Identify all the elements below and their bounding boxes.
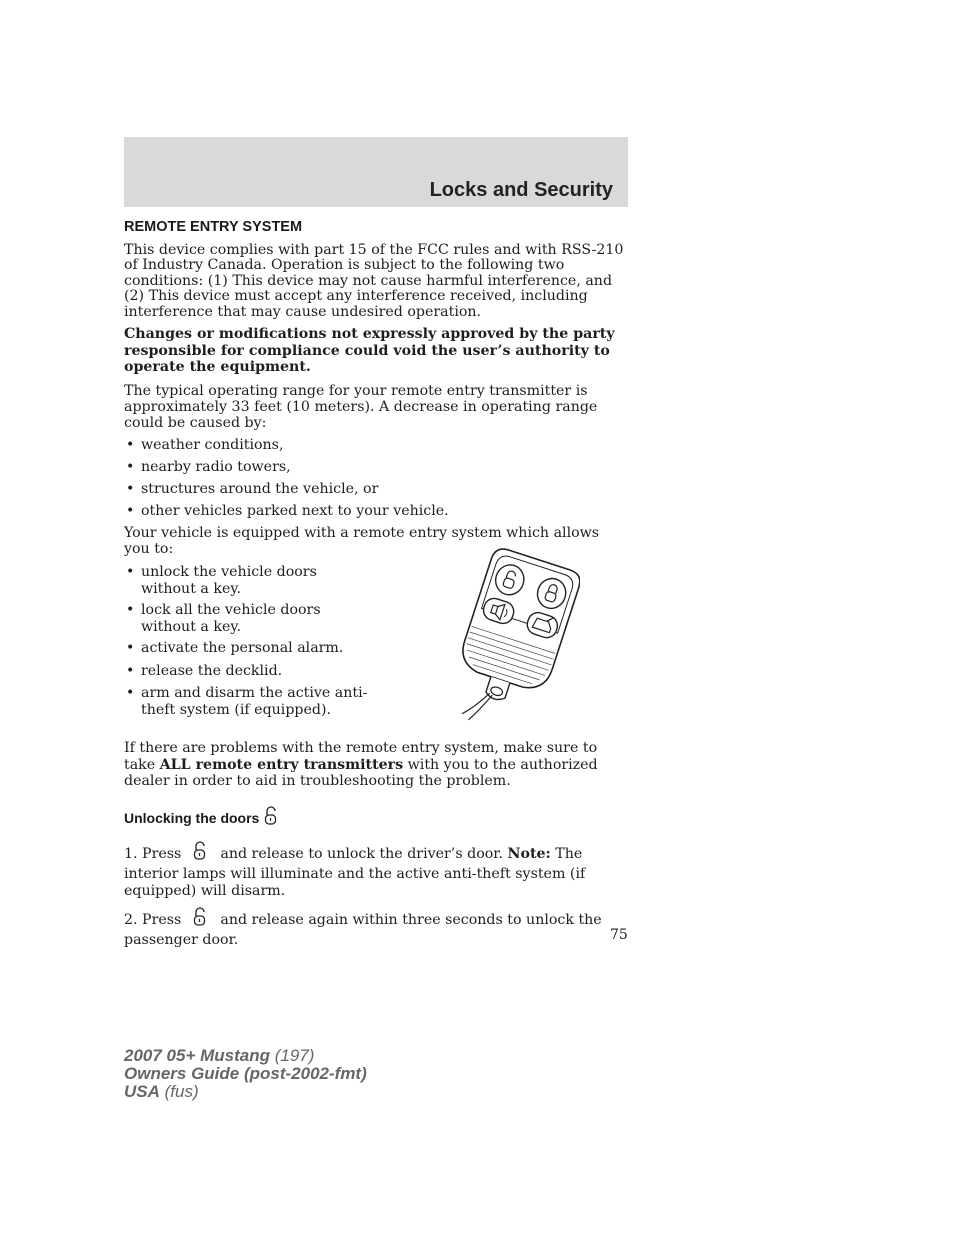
- unlocking-heading: [124, 806, 628, 830]
- footer-line-2: Owners Guide (post-2002-fmt): [124, 1064, 367, 1083]
- unlock-step-2: [124, 907, 628, 949]
- footer-line-3: [124, 1083, 367, 1101]
- unlock-icon: [192, 907, 210, 932]
- problems-text-end: with you to the authorized dealer in order to aid in troubleshooting the problem.: [124, 756, 598, 789]
- step2-text-end: and release again within three seconds to unlock the passenger door.: [124, 912, 602, 948]
- document-footer: [124, 1047, 367, 1101]
- features-intro: Your vehicle is equipped with a remote entry system which allows you to:: [124, 525, 600, 557]
- list-item: • activate the personal alarm.: [124, 640, 374, 657]
- unlock-icon: [263, 806, 281, 830]
- step2-text: 2. Press: [124, 912, 182, 928]
- list-item: • weather conditions,: [124, 438, 628, 454]
- range-paragraph: The typical operating range for your remote entry transmitter is approximately 33 feet (10 meters). A decrease in operating range could be caused by:: [124, 382, 598, 431]
- list-item: • structures around the vehicle, or: [124, 482, 628, 498]
- features-list: [124, 564, 374, 718]
- footer-model-code: (197): [270, 1046, 315, 1065]
- list-item: • unlock the vehicle doors without a key.: [124, 564, 374, 597]
- note-label: Note:: [507, 846, 551, 862]
- page-number: 75: [610, 927, 628, 943]
- footer-market: USA: [124, 1082, 160, 1101]
- unlock-icon: [192, 841, 210, 866]
- step1-text-end: The interior lamps will illuminate and the active anti-theft system (if equipped) will disarm.: [124, 846, 586, 899]
- problems-text: If there are problems with the remote entry system, make sure to take: [124, 740, 598, 773]
- warning-paragraph: Changes or modifications not expressly approved by the party responsible for compliance could void the user’s authority to operate the equipment.: [124, 326, 615, 375]
- list-item: • arm and disarm the active anti-theft system (if equipped).: [124, 685, 374, 718]
- problems-paragraph: [124, 740, 628, 790]
- list-item: • release the decklid.: [124, 663, 374, 680]
- fcc-paragraph: This device complies with part 15 of the FCC rules and with RSS-210 of Industry Canada. Operation is subject to the following two conditions: (1) This device may not cause harmful interference, and (2) This device must accept any interference received, including interference that may cause undesired operation.: [124, 241, 624, 320]
- step1-text-mid: and release to unlock the driver’s door.: [215, 846, 508, 862]
- page-title: Locks and Security: [429, 179, 613, 201]
- footer-model: 2007 05+ Mustang: [124, 1046, 270, 1065]
- header-band: [124, 137, 628, 207]
- problems-emphasis: ALL remote entry transmitters: [159, 756, 404, 773]
- list-item: • other vehicles parked next to your vehicle.: [124, 504, 628, 520]
- section-heading: REMOTE ENTRY SYSTEM: [124, 219, 303, 235]
- step1-text: 1. Press: [124, 846, 182, 862]
- list-item: • nearby radio towers,: [124, 460, 628, 476]
- key-fob-illustration: [448, 548, 580, 730]
- unlock-step-1: [124, 841, 628, 900]
- range-causes-list: [124, 438, 628, 520]
- unlocking-heading-text: Unlocking the doors: [124, 809, 260, 826]
- footer-market-code: (fus): [159, 1082, 199, 1101]
- list-item: • lock all the vehicle doors without a key.: [124, 602, 374, 635]
- footer-line-1: [124, 1047, 367, 1065]
